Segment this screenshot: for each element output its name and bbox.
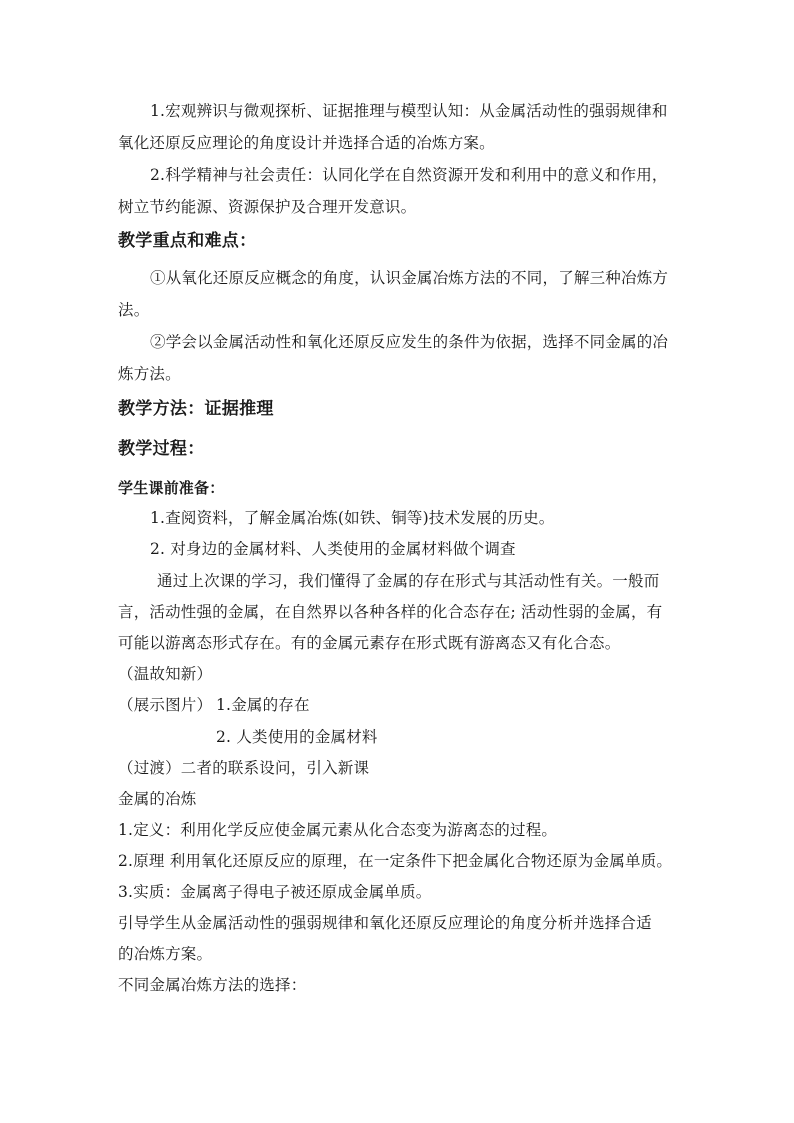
process-heading: 教学过程： <box>118 439 205 459</box>
essence-line: 3.实质：金属离子得电子被还原成金属单质。 <box>118 883 432 901</box>
objective-1-line-2: 氧化还原反应理论的角度设计并选择合适的冶炼方案。 <box>118 134 495 152</box>
method-heading: 教学方法：证据推理 <box>118 399 274 419</box>
definition-line: 1.定义：利用化学反应使金属元素从化合态变为游离态的过程。 <box>118 821 558 839</box>
intro-line-3: 可能以游离态形式存在。有的金属元素存在形式既有游离态又有化合态。 <box>118 634 621 652</box>
prep-item-1: 1.查阅资料，了解金属冶炼(如铁、铜等)技术发展的历史。 <box>150 509 555 527</box>
transition-note: （过渡）二者的联系设问，引入新课 <box>118 759 370 777</box>
objective-2-line-1: 2.科学精神与社会责任：认同化学在自然资源开发和利用中的意义和作用， <box>150 166 668 184</box>
key-point-1-line-1: ①从氧化还原反应概念的角度，认识金属冶炼方法的不同，了解三种冶炼方 <box>150 269 669 287</box>
show-images-label: （展示图片） <box>118 696 213 714</box>
intro-line-2: 言，活动性强的金属，在自然界以各种各样的化合态存在; 活动性弱的金属，有 <box>118 603 663 621</box>
prep-item-2: 2. 对身边的金属材料、人类使用的金属材料做个调查 <box>150 540 516 558</box>
review-note: （温故知新） <box>118 665 213 683</box>
choice-line: 不同金属冶炼方法的选择： <box>118 976 307 994</box>
show-item-1: 1.金属的存在 <box>216 696 310 714</box>
principle-line: 2.原理 利用氧化还原反应的原理，在一定条件下把金属化合物还原为金属单质。 <box>118 852 673 870</box>
key-point-2-line-2: 炼方法。 <box>118 365 181 383</box>
guide-line-1: 引导学生从金属活动性的强弱规律和氧化还原反应理论的角度分析并选择合适 <box>118 914 652 932</box>
key-point-1-line-2: 法。 <box>118 301 150 319</box>
objective-1-line-1: 1.宏观辨识与微观探析、证据推理与模型认知：从金属活动性的强弱规律和 <box>150 102 668 120</box>
show-item-2: 2. 人类使用的金属材料 <box>216 728 378 746</box>
topic-title: 金属的冶炼 <box>118 790 197 808</box>
objective-2-line-2: 树立节约能源、资源保护及合理开发意识。 <box>118 198 417 216</box>
intro-line-1: 通过上次课的学习，我们懂得了金属的存在形式与其活动性有关。一般而 <box>157 572 660 590</box>
key-points-heading: 教学重点和难点： <box>118 231 257 251</box>
guide-line-2: 的冶炼方案。 <box>118 945 213 963</box>
prep-heading: 学生课前准备： <box>118 479 225 497</box>
key-point-2-line-1: ②学会以金属活动性和氧化还原反应发生的条件为依据，选择不同金属的冶 <box>150 333 669 351</box>
